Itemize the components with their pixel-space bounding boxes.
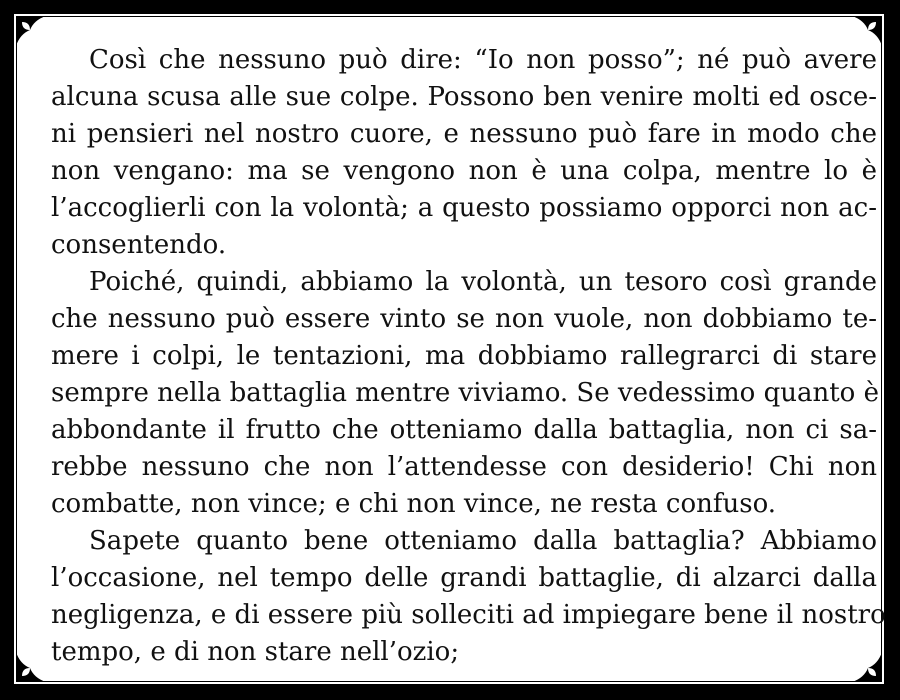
text-line: mere i colpi, le tentazioni, ma dobbiamo rallegrarci di stare	[51, 341, 877, 371]
text-line: Così che nessuno può dire: “Io non posso”; né può avere	[89, 45, 877, 75]
text-line: Poiché, quindi, abbiamo la volontà, un tesoro così grande	[89, 267, 877, 297]
text-line: abbondante il frutto che otteniamo dalla battaglia, non ci sa-	[51, 415, 877, 445]
text-line: l’occasione, nel tempo delle grandi battaglie, di alzarci dalla	[51, 563, 877, 593]
text-panel	[12, 12, 886, 686]
paragraph-1	[51, 42, 877, 264]
text-line: consentendo.	[51, 230, 227, 260]
text-line: sempre nella battaglia mentre viviamo. Se vedessimo quanto è	[51, 378, 879, 408]
text-line: ni pensieri nel nostro cuore, e nessuno può fare in modo che	[51, 119, 877, 149]
corner-ornament-icon	[16, 652, 46, 682]
body-text	[51, 42, 886, 671]
text-line: che nessuno può essere vinto se non vuole, non dobbiamo te-	[51, 304, 877, 334]
paragraph-3	[51, 523, 886, 671]
text-line: combatte, non vince; e chi non vince, ne resta confuso.	[51, 489, 777, 519]
text-line: non vengano: ma se vengono non è una colpa, mentre lo è	[51, 156, 877, 186]
text-line: negligenza, e di essere più solleciti ad impiegare bene il nostro	[51, 600, 886, 630]
text-line: Sapete quanto bene otteniamo dalla battaglia? Abbiamo	[89, 526, 877, 556]
text-line: rebbe nessuno che non l’attendesse con desiderio! Chi non	[51, 452, 877, 482]
text-line: l’accoglierli con la volontà; a questo possiamo opporci non ac-	[51, 193, 877, 223]
corner-ornament-icon	[16, 16, 46, 46]
paragraph-2	[51, 264, 877, 523]
text-line: tempo, e di non stare nell’ozio;	[51, 637, 460, 667]
text-line: alcuna scusa alle sue colpe. Possono ben venire molti ed osce-	[51, 82, 877, 112]
